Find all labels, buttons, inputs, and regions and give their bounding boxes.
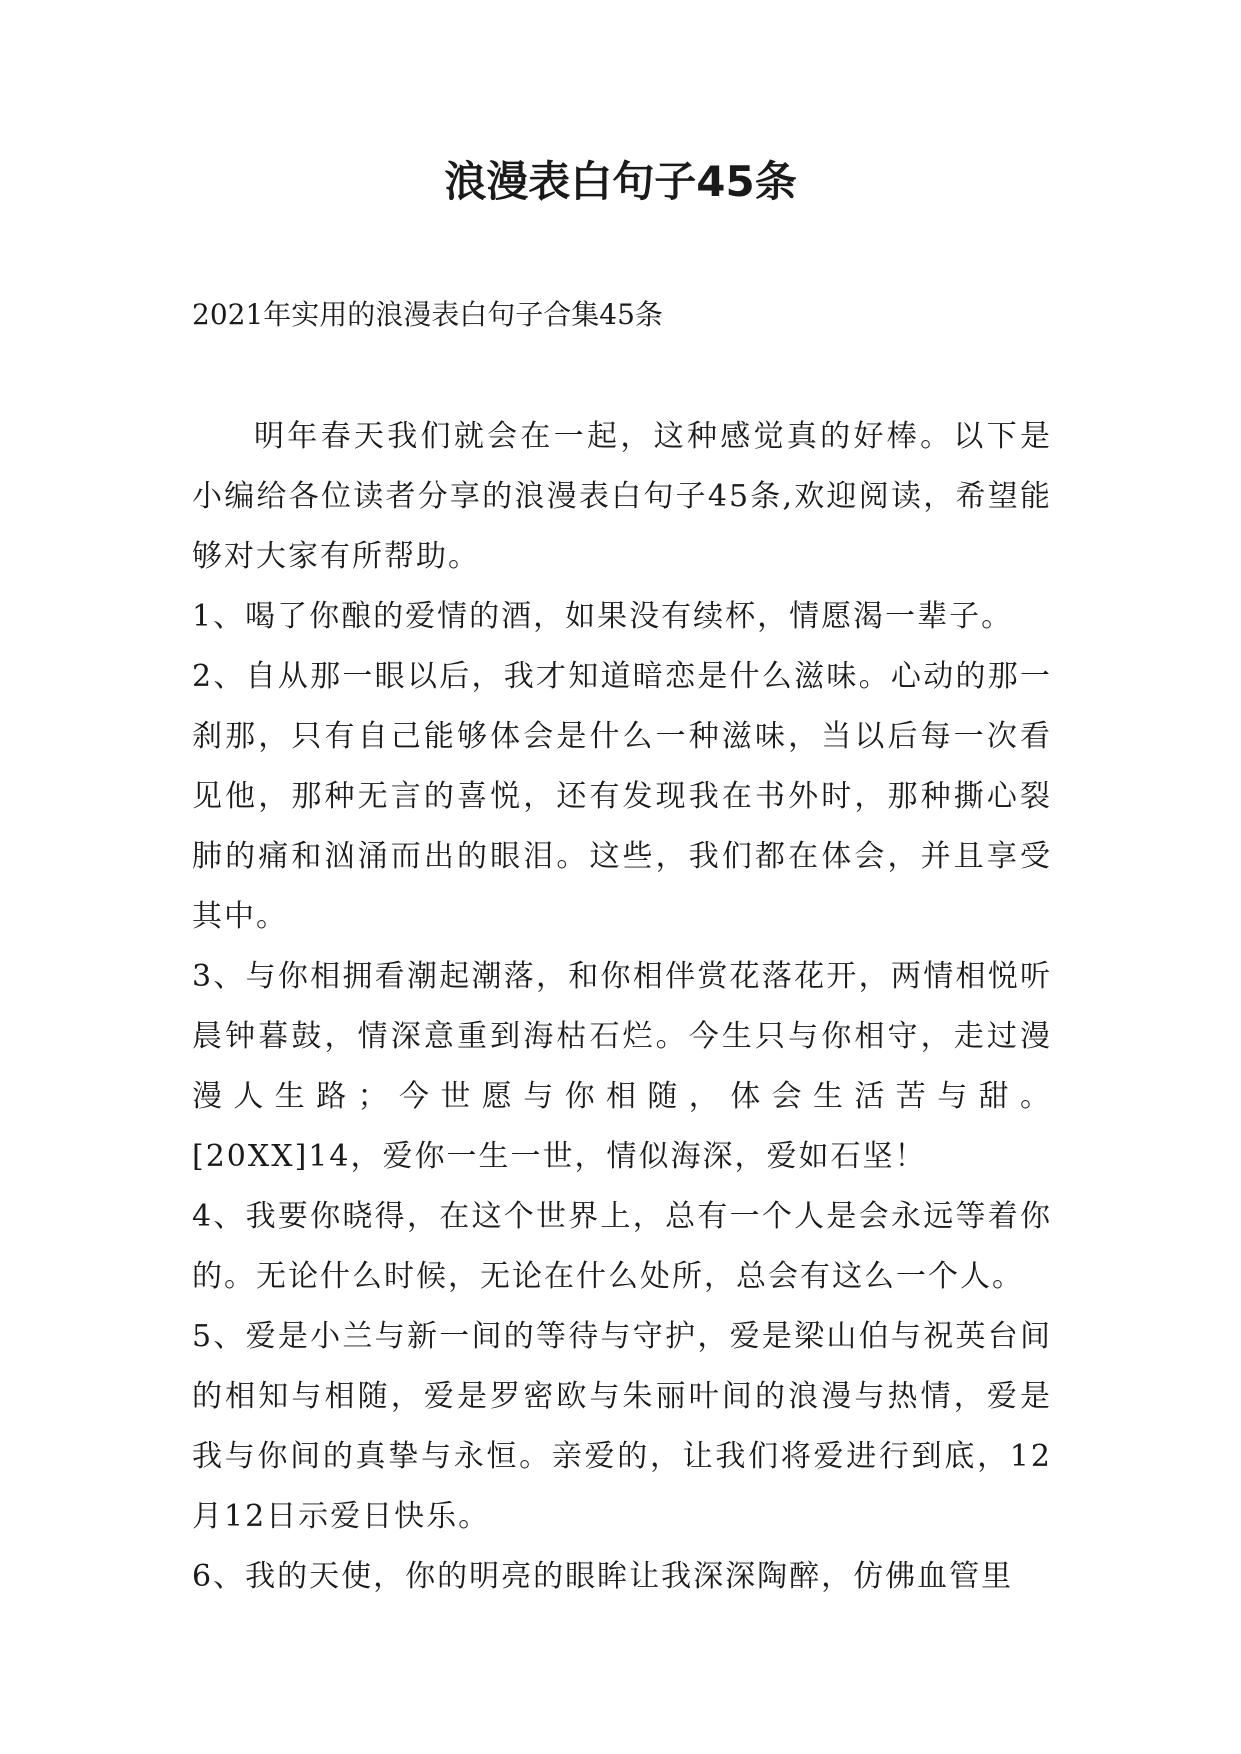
- document-subtitle: 2021年实用的浪漫表白句子合集45条: [192, 298, 663, 331]
- list-item: 3、与你相拥看潮起潮落，和你相伴赏花落花开，两情相悦听晨钟暮鼓，情深意重到海枯石烂。今生只与你相守，走过漫漫人生路；今世愿与你相随，体会生活苦与甜。[20XX]14，爱你一生一世，情似海深，爱如石坚！: [192, 959, 1052, 1174]
- intro-paragraph: 明年春天我们就会在一起，这种感觉真的好棒。以下是小编给各位读者分享的浪漫表白句子45条,欢迎阅读，希望能够对大家有所帮助。: [192, 419, 1052, 574]
- document-body: [192, 407, 1052, 1607]
- document-title: 浪漫表白句子45条: [444, 157, 797, 206]
- list-item: 6、我的天使，你的明亮的眼眸让我深深陶醉，仿佛血管里: [192, 1559, 1014, 1594]
- list-item: 5、爱是小兰与新一间的等待与守护，爱是梁山伯与祝英台间的相知与相随，爱是罗密欧与朱丽叶间的浪漫与热情，爱是我与你间的真挚与永恒。亲爱的，让我们将爱进行到底，12月12日示爱日快乐。: [192, 1319, 1052, 1534]
- list-item: 2、自从那一眼以后，我才知道暗恋是什么滋味。心动的那一刹那，只有自己能够体会是什么一种滋味，当以后每一次看见他，那种无言的喜悦，还有发现我在书外时，那种撕心裂肺的痛和汹涌而出的眼泪。这些，我们都在体会，并且享受其中。: [192, 659, 1052, 934]
- list-item: 1、喝了你酿的爱情的酒，如果没有续杯，情愿渴一辈子。: [192, 599, 1014, 634]
- list-item: 4、我要你晓得，在这个世界上，总有一个人是会永远等着你的。无论什么时候，无论在什么处所，总会有这么一个人。: [192, 1199, 1052, 1294]
